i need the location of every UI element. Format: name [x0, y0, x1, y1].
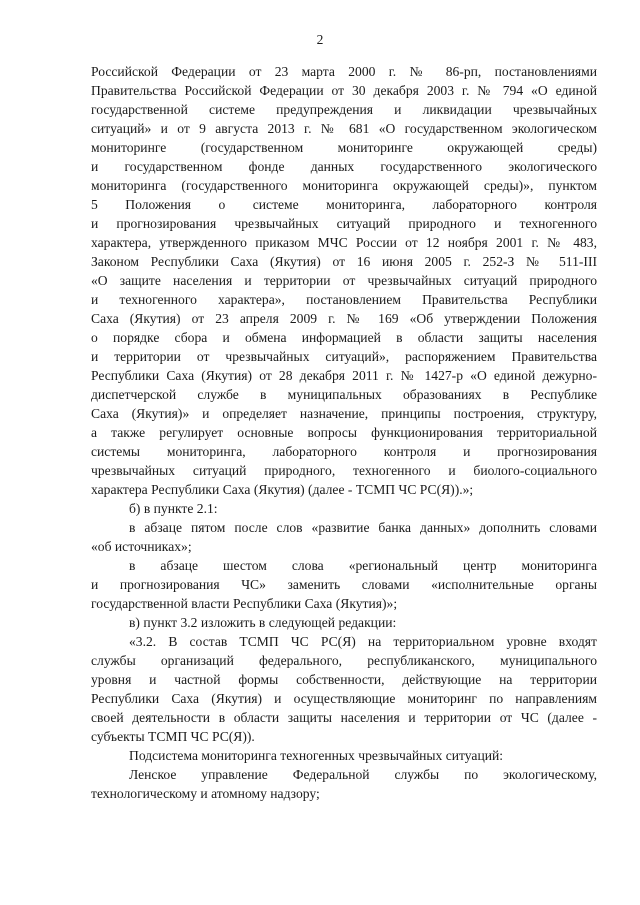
text-line: ситуаций» и от 9 августа 2013 г. № 681 «О государственном экологическом: [91, 121, 597, 136]
text-line: государственной системе предупреждения и ликвидации чрезвычайных: [91, 102, 597, 117]
text-line: системы мониторинга, лабораторного контроля и прогнозирования: [91, 444, 597, 459]
text-line: чрезвычайных ситуаций природного, техногенного и биолого-социального: [91, 463, 597, 478]
text-line: характера, утвержденного приказом МЧС России от 12 ноября 2001 г. № 483,: [91, 235, 597, 250]
text-line: в абзаце пятом после слов «развитие банка данных» дополнить словами: [129, 520, 597, 535]
text-line: Подсистема мониторинга техногенных чрезвычайных ситуаций:: [129, 748, 504, 763]
document-body: [91, 62, 597, 803]
text-line: уровня и частной формы собственности, действующие на территории: [91, 672, 597, 687]
text-line: и прогнозирования ЧС» заменить словами «исполнительные органы: [91, 577, 597, 592]
paragraph: [91, 518, 597, 556]
text-line: и территории от чрезвычайных ситуаций», распоряжением Правительства: [91, 349, 597, 364]
text-line: «О защите населения и территории от чрезвычайных ситуаций природного: [91, 273, 597, 288]
text-line: Республики Саха (Якутия) и осуществляющие мониторинг по направлениям: [91, 691, 597, 706]
text-line: в) пункт 3.2 изложить в следующей редакции:: [129, 615, 397, 630]
text-line: а также регулирует основные вопросы функционирования территориальной: [91, 425, 597, 440]
text-line: диспетчерской службе в муниципальных образованиях в Республике: [91, 387, 597, 402]
text-line: Республики Саха (Якутия) от 28 декабря 2011 г. № 1427-р «О единой дежурно-: [91, 368, 597, 383]
text-line: 5 Положения о системе мониторинга, лабораторного контроля: [91, 197, 597, 212]
text-line: Саха (Якутия)» и определяет назначение, принципы построения, структуру,: [91, 406, 597, 421]
paragraph: [91, 556, 597, 613]
paragraph: [91, 746, 597, 765]
text-line: Саха (Якутия) от 23 апреля 2009 г. № 169 «Об утверждении Положения: [91, 311, 597, 326]
text-line: и прогнозирования чрезвычайных ситуаций природного и техногенного: [91, 216, 597, 231]
text-line: субъекты ТСМП ЧС РС(Я)).: [91, 729, 255, 744]
paragraph: [91, 62, 597, 499]
text-line: мониторинге (государственном мониторинге окружающей среды): [91, 140, 597, 155]
text-line: о порядке сбора и обмена информацией в области защиты населения: [91, 330, 597, 345]
text-line: и техногенного характера», постановлением Правительства Республики: [91, 292, 597, 307]
text-line: службы организаций федерального, республиканского, муниципального: [91, 653, 597, 668]
text-line: технологическому и атомному надзору;: [91, 786, 320, 801]
paragraph: [91, 613, 597, 632]
text-line: мониторинга (государственного мониторинга окружающей среды)», пунктом: [91, 178, 597, 193]
text-line: Правительства Российской Федерации от 30 декабря 2003 г. № 794 «О единой: [91, 83, 597, 98]
text-line: б) в пункте 2.1:: [129, 501, 218, 516]
paragraph: [91, 499, 597, 518]
page-number: 2: [316, 32, 324, 47]
text-line: «об источниках»;: [91, 539, 192, 554]
text-line: государственной власти Республики Саха (Якутия)»;: [91, 596, 398, 611]
text-line: и государственном фонде данных государственного экологического: [91, 159, 597, 174]
paragraph: [91, 632, 597, 746]
text-line: Ленское управление Федеральной службы по экологическому,: [129, 767, 597, 782]
text-line: «3.2. В состав ТСМП ЧС РС(Я) на территориальном уровне входят: [129, 634, 597, 649]
text-line: своей деятельности в области защиты населения и территории от ЧС (далее -: [91, 710, 597, 725]
text-line: Российской Федерации от 23 марта 2000 г. № 86-рп, постановлениями: [91, 64, 597, 79]
text-line: Законом Республики Саха (Якутия) от 16 июня 2005 г. 252-З № 511-III: [91, 254, 597, 269]
text-line: в абзаце шестом слова «региональный центр мониторинга: [129, 558, 597, 573]
text-line: характера Республики Саха (Якутия) (далее - ТСМП ЧС РС(Я)).»;: [91, 482, 474, 497]
paragraph: [91, 765, 597, 803]
